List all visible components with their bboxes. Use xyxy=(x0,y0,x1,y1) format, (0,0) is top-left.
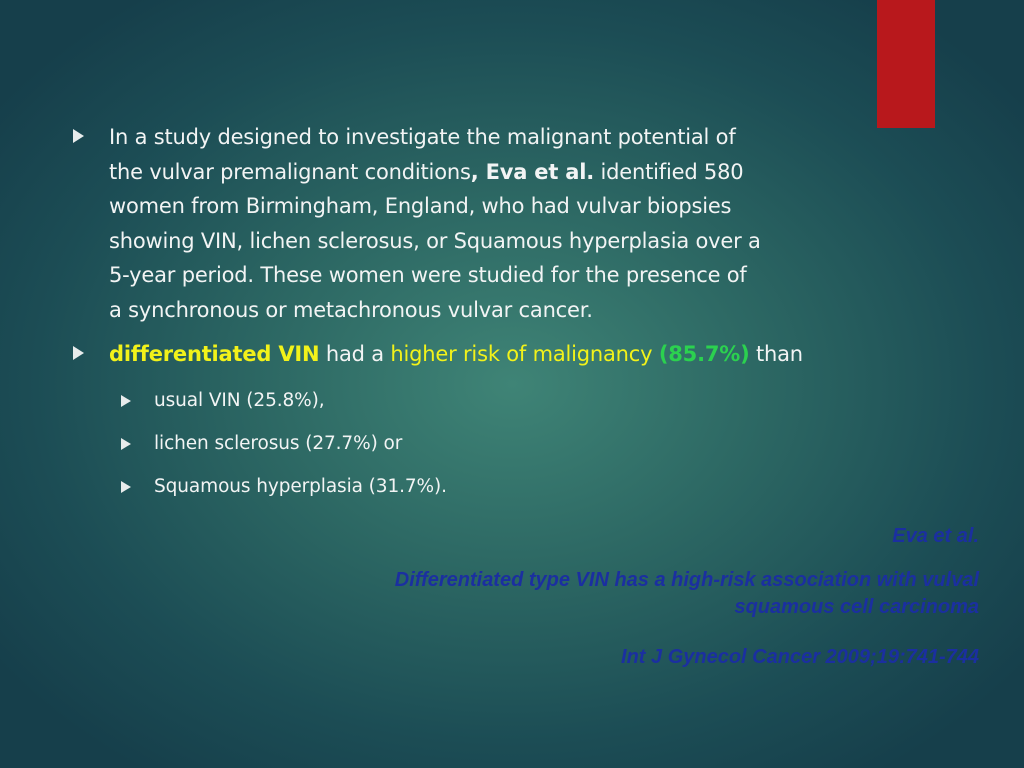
study-line-4: showing VIN, lichen sclerosus, or Squamous hyperplasia over a xyxy=(109,228,761,253)
sub-bullet-arrow-icon xyxy=(121,481,131,493)
study-description-paragraph xyxy=(109,120,761,327)
sub-bullet-lichen-sclerosus: lichen sclerosus (27.7%) or xyxy=(154,433,403,454)
higher-risk-label: higher risk of malignancy xyxy=(390,342,653,366)
study-line-2-start: the vulvar premalignant conditions xyxy=(109,159,471,184)
risk-finding-line xyxy=(109,337,803,371)
reference-title-line-1: Differentiated type VIN has a high-risk association with vulval xyxy=(394,569,979,591)
study-line-1: In a study designed to investigate the malignant potential of xyxy=(109,125,736,149)
author-highlight: , Eva et al. xyxy=(470,159,595,184)
sub-bullet-squamous-hyperplasia: Squamous hyperplasia (31.7%). xyxy=(154,476,447,497)
reference-author: Eva et al. xyxy=(892,525,979,547)
study-line-5: 5-year period. These women were studied for the presence of xyxy=(109,263,747,287)
study-line-3: women from Birmingham, England, who had vulvar biopsies xyxy=(109,194,732,218)
risk-percentage: (85.7%) xyxy=(658,342,750,366)
accent-bar xyxy=(877,0,935,128)
sub-bullet-usual-vin: usual VIN (25.8%), xyxy=(154,390,325,411)
bullet-arrow-icon xyxy=(73,346,84,360)
study-line-2 xyxy=(109,155,761,190)
bullet-arrow-icon xyxy=(73,129,84,143)
risk-text-2: than xyxy=(749,342,803,366)
sub-bullet-arrow-icon xyxy=(121,438,131,450)
reference-title-line-2: squamous cell carcinoma xyxy=(734,596,979,618)
reference-journal: Int J Gynecol Cancer 2009;19:741-744 xyxy=(621,646,979,668)
differentiated-vin-label: differentiated VIN xyxy=(109,342,320,366)
risk-text-1: had a xyxy=(319,342,391,366)
sub-bullet-arrow-icon xyxy=(121,395,131,407)
reference-title xyxy=(395,567,979,621)
study-line-6: a synchronous or metachronous vulvar cancer. xyxy=(109,297,593,322)
study-line-2-end: identified 580 xyxy=(594,159,744,184)
